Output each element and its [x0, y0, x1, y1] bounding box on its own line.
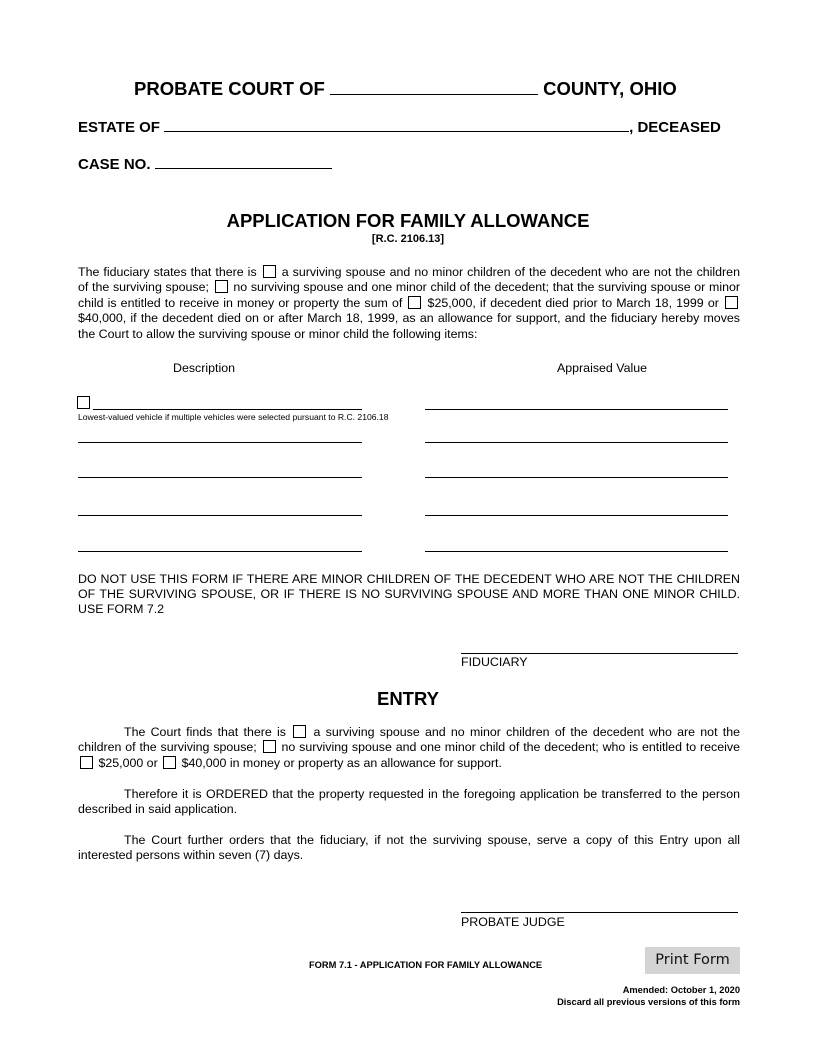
- fiduciary-label: FIDUCIARY: [461, 655, 528, 669]
- entry-text-4: $25,000 or: [98, 755, 158, 770]
- estate-suffix: , DECEASED: [629, 119, 721, 136]
- print-form-button[interactable]: Print Form: [645, 947, 740, 974]
- app-text-2: a surviving spouse and no minor children of the decedent who are not the children of the surviving spouse;: [78, 265, 740, 295]
- item-description-field[interactable]: [78, 477, 362, 478]
- entry-spouse-no-minors-checkbox[interactable]: [293, 725, 306, 738]
- estate-prefix: ESTATE OF: [78, 119, 160, 136]
- estate-line: [78, 118, 721, 136]
- entry-findings-paragraph: [78, 725, 740, 771]
- app-text-4: $25,000, if decedent died prior to March 18, 1999 or: [427, 295, 719, 310]
- case-number-field[interactable]: [155, 155, 332, 169]
- form-title: APPLICATION FOR FAMILY ALLOWANCE: [226, 210, 590, 231]
- app-text-3: no surviving spouse and one minor child of the decedent; that the surviving spouse or minor child is entitled to receive in money or property the sum of: [78, 280, 740, 310]
- vehicle-description-field[interactable]: [93, 409, 362, 410]
- entry-amount-25000-checkbox[interactable]: [80, 756, 93, 769]
- item-description-field[interactable]: [78, 442, 362, 443]
- entry-further-paragraph: [78, 833, 740, 864]
- county-field[interactable]: [330, 78, 538, 95]
- item-value-field[interactable]: [425, 551, 728, 552]
- amended-date: Amended: October 1, 2020: [622, 985, 740, 995]
- item-value-field[interactable]: [425, 477, 728, 478]
- application-paragraph: [78, 265, 740, 342]
- item-value-field[interactable]: [425, 515, 728, 516]
- court-prefix: PROBATE COURT OF: [134, 78, 325, 99]
- entry-heading: ENTRY: [376, 688, 439, 709]
- description-header: Description: [173, 361, 235, 375]
- form-warning: DO NOT USE THIS FORM IF THERE ARE MINOR CHILDREN OF THE DECEDENT WHO ARE NOT THE CHILDREN OF THE SURVIVING SPOUSE, OR IF THERE IS NO SURVIVING SPOUSE AND MORE THAN ONE MINOR CHILD. USE FORM 7.2: [78, 572, 740, 617]
- vehicle-note: Lowest-valued vehicle if multiple vehicles were selected pursuant to R.C. 2106.18: [78, 412, 389, 422]
- entry-text-1: The Court finds that there is: [124, 725, 286, 739]
- entry-no-spouse-one-minor-checkbox[interactable]: [263, 740, 276, 753]
- discard-notice: Discard all previous versions of this form: [557, 997, 740, 1007]
- item-value-field[interactable]: [425, 442, 728, 443]
- app-text-5: $40,000, if the decedent died on or after March 18, 1999, as an allowance for support, and the fiduciary hereby moves the Court to allow the surviving spouse or minor child the following items:: [78, 311, 740, 341]
- decedent-name-field[interactable]: [164, 118, 629, 132]
- case-line: [78, 155, 332, 173]
- court-heading: [134, 78, 677, 100]
- entry-text-2: a surviving spouse and no minor children of the decedent who are not the children of the surviving spouse;: [78, 725, 740, 755]
- entry-amount-40000-checkbox[interactable]: [163, 756, 176, 769]
- entry-further-text: The Court further orders that the fiduciary, if not the surviving spouse, serve a copy of this Entry upon all interested persons within seven (7) days.: [78, 833, 740, 863]
- item-description-field[interactable]: [78, 515, 362, 516]
- judge-signature-line[interactable]: [461, 912, 738, 913]
- court-suffix: COUNTY, OHIO: [543, 78, 677, 99]
- no-spouse-one-minor-checkbox[interactable]: [215, 280, 228, 293]
- footer-form-title: FORM 7.1 - APPLICATION FOR FAMILY ALLOWANCE: [309, 960, 543, 970]
- entry-text-5: $40,000 in money or property as an allowance for support.: [181, 755, 502, 770]
- spouse-no-minors-checkbox[interactable]: [263, 265, 276, 278]
- app-text-1: The fiduciary states that there is: [78, 265, 257, 279]
- entry-order-text: Therefore it is ORDERED that the property requested in the foregoing application be transferred to the person described in said application.: [78, 787, 740, 817]
- amount-40000-checkbox[interactable]: [725, 296, 738, 309]
- judge-label: PROBATE JUDGE: [461, 915, 565, 929]
- fiduciary-signature-line[interactable]: [461, 653, 738, 654]
- amount-25000-checkbox[interactable]: [408, 296, 421, 309]
- statute-citation: [R.C. 2106.13]: [371, 233, 445, 245]
- vehicle-checkbox[interactable]: [77, 396, 90, 409]
- item-description-field[interactable]: [78, 551, 362, 552]
- appraised-value-header: Appraised Value: [557, 361, 648, 375]
- entry-order-paragraph: [78, 787, 740, 818]
- vehicle-value-field[interactable]: [425, 409, 728, 410]
- case-label: CASE NO.: [78, 156, 151, 173]
- entry-text-3: no surviving spouse and one minor child of the decedent; who is entitled to receive: [281, 740, 740, 755]
